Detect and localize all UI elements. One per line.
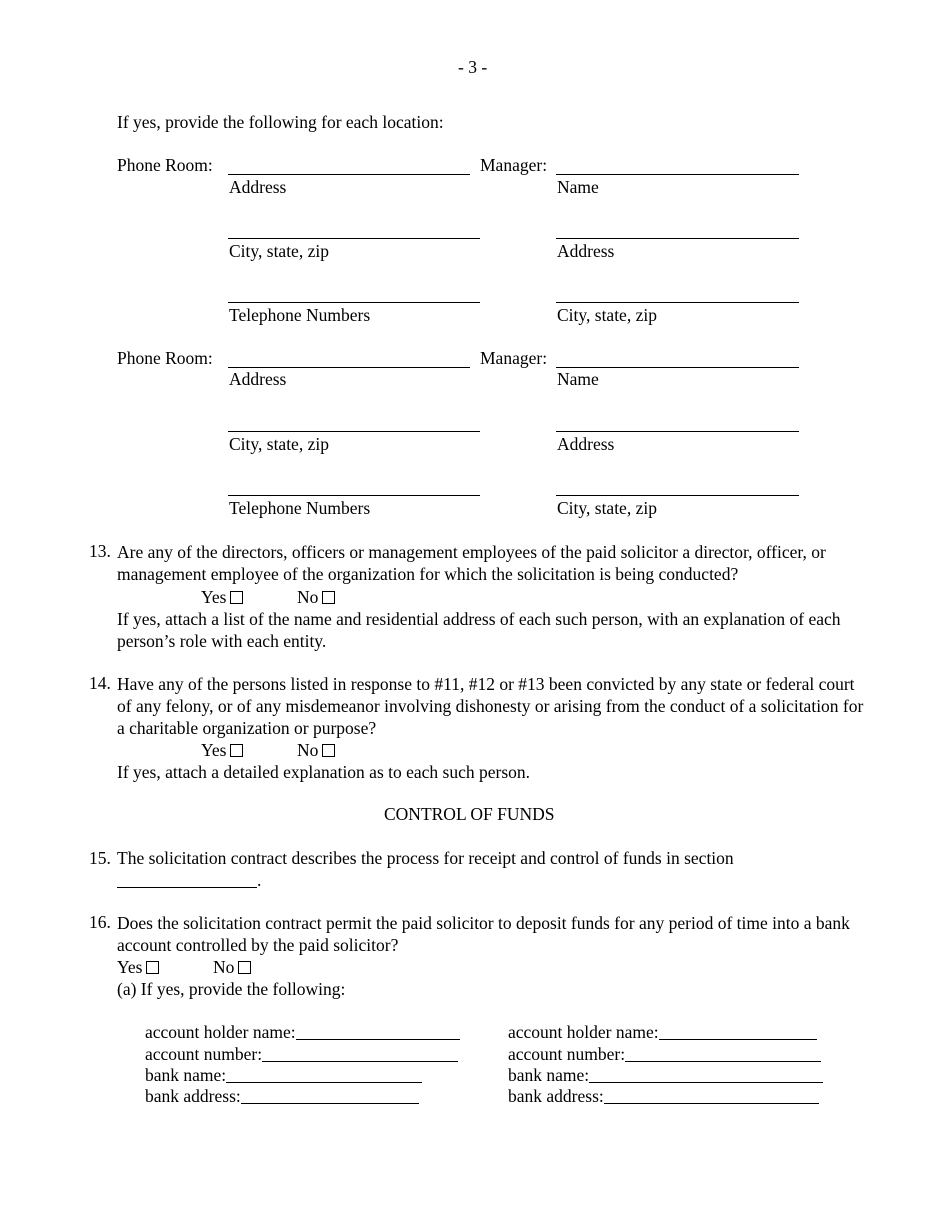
question-text: Are any of the directors, officers or management employees of the paid solicitor a director, officer, or management employee of the organization for which the solicitation is being conducted? [117, 542, 826, 584]
no-option[interactable] [213, 957, 251, 979]
no-option[interactable] [297, 740, 335, 762]
no-checkbox[interactable] [238, 961, 251, 974]
bank-address-label: bank address: [508, 1086, 604, 1106]
question-number: 14. [89, 673, 111, 693]
phone-room-label: Phone Room: [117, 348, 213, 368]
manager-city-line[interactable] [556, 302, 799, 303]
yes-checkbox[interactable] [230, 744, 243, 757]
bank-address-blank[interactable] [241, 1089, 419, 1104]
account-holder-label: account holder name: [508, 1022, 659, 1042]
account-number-blank[interactable] [625, 1047, 821, 1062]
city-caption: City, state, zip [229, 241, 329, 261]
city-line[interactable] [228, 431, 480, 432]
bank-name-blank[interactable] [226, 1068, 422, 1083]
no-option[interactable] [297, 587, 335, 609]
yes-option[interactable] [117, 957, 159, 979]
question-text: Have any of the persons listed in response to #11, #12 or #13 been convicted by any state or federal court of any felony, or of any misdemeanor involving dishonesty or arising from the conduct of a solicitation for a charitable organization or purpose? [117, 674, 864, 738]
bank-name-row [508, 1065, 823, 1087]
yes-option[interactable] [201, 587, 243, 609]
bank-name-label: bank name: [145, 1065, 227, 1085]
address-line[interactable] [228, 367, 470, 368]
city-line[interactable] [228, 238, 480, 239]
account-number-label: account number: [145, 1044, 263, 1064]
account-holder-blank[interactable] [296, 1025, 460, 1040]
name-caption: Name [557, 369, 599, 389]
name-caption: Name [557, 177, 599, 197]
address-caption: Address [229, 369, 287, 389]
bank-name-row [145, 1065, 422, 1087]
telephone-line[interactable] [228, 302, 480, 303]
account-number-label: account number: [508, 1044, 626, 1064]
city-caption: City, state, zip [229, 434, 329, 454]
no-label: No [297, 587, 319, 607]
account-holder-label: account holder name: [145, 1022, 296, 1042]
phone-room-label: Phone Room: [117, 155, 213, 175]
manager-city-line[interactable] [556, 495, 799, 496]
no-checkbox[interactable] [322, 744, 335, 757]
no-checkbox[interactable] [322, 591, 335, 604]
question-number: 13. [89, 541, 111, 561]
yes-option[interactable] [201, 740, 243, 762]
manager-address-line[interactable] [556, 238, 799, 239]
followup-text: If yes, attach a detailed explanation as to each such person. [117, 762, 531, 782]
yes-label: Yes [201, 587, 227, 607]
bank-address-label: bank address: [145, 1086, 241, 1106]
bank-address-blank[interactable] [604, 1089, 819, 1104]
bank-address-row [145, 1086, 419, 1108]
telephone-line[interactable] [228, 495, 480, 496]
account-holder-blank[interactable] [659, 1025, 817, 1040]
followup-text: If yes, attach a list of the name and residential address of each such person, with an explanation of each person’s role with each entity. [117, 609, 841, 651]
manager-address-line[interactable] [556, 431, 799, 432]
account-number-row [145, 1044, 458, 1066]
manager-name-line[interactable] [556, 367, 799, 368]
section-answer [117, 870, 261, 892]
yes-checkbox[interactable] [146, 961, 159, 974]
address-caption: Address [229, 177, 287, 197]
section-heading: CONTROL OF FUNDS [384, 804, 555, 824]
account-number-blank[interactable] [262, 1047, 458, 1062]
bank-name-blank[interactable] [589, 1068, 823, 1083]
blank-suffix: . [257, 870, 262, 890]
yes-checkbox[interactable] [230, 591, 243, 604]
section-blank[interactable] [117, 873, 257, 888]
question-number: 16. [89, 912, 111, 932]
yes-label: Yes [117, 957, 143, 977]
manager-city-caption: City, state, zip [557, 498, 657, 518]
question-number: 15. [89, 848, 111, 868]
manager-label: Manager: [480, 348, 548, 368]
account-number-row [508, 1044, 821, 1066]
bank-address-row [508, 1086, 819, 1108]
telephone-caption: Telephone Numbers [229, 305, 371, 325]
manager-name-line[interactable] [556, 174, 799, 175]
manager-city-caption: City, state, zip [557, 305, 657, 325]
page-number: - 3 - [458, 57, 488, 77]
manager-label: Manager: [480, 155, 548, 175]
sub-question-a: (a) If yes, provide the following: [117, 979, 346, 999]
question-text: The solicitation contract describes the process for receipt and control of funds in section [117, 848, 734, 868]
yes-label: Yes [201, 740, 227, 760]
no-label: No [213, 957, 235, 977]
manager-address-caption: Address [557, 241, 615, 261]
address-line[interactable] [228, 174, 470, 175]
no-label: No [297, 740, 319, 760]
telephone-caption: Telephone Numbers [229, 498, 371, 518]
intro-text: If yes, provide the following for each location: [117, 112, 444, 132]
account-holder-row [508, 1022, 817, 1044]
question-text: Does the solicitation contract permit the paid solicitor to deposit funds for any period of time into a bank account controlled by the paid solicitor? [117, 913, 850, 955]
bank-name-label: bank name: [508, 1065, 590, 1085]
manager-address-caption: Address [557, 434, 615, 454]
account-holder-row [145, 1022, 460, 1044]
